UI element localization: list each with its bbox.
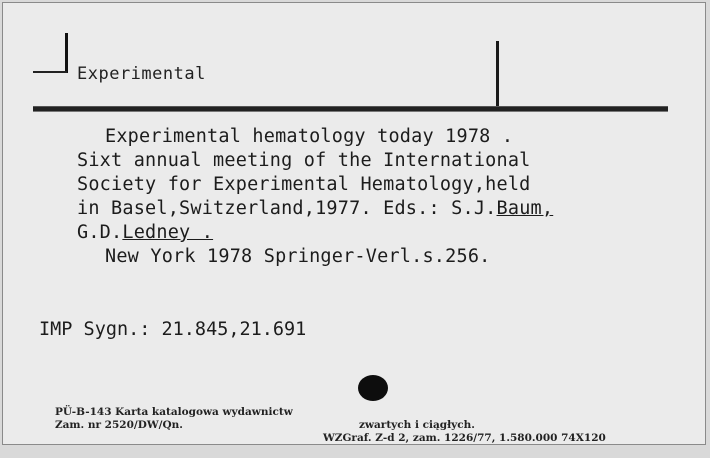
call-number: IMP Sygn.: 21.845,21.691 — [39, 319, 307, 340]
entry-line-4-author: Baum, — [496, 198, 554, 219]
entry-line-6: New York 1978 Springer-Verl.s.256. — [105, 246, 491, 267]
category-label: Experimental — [77, 64, 206, 84]
entry-line-2: Sixt annual meeting of the International — [77, 150, 531, 171]
footer-line1-right: zwartych i ciągłych. — [359, 419, 475, 431]
header-divider — [496, 41, 499, 107]
catalog-card — [2, 2, 706, 445]
bibliographic-entry — [77, 125, 553, 269]
entry-line-5: G.D. — [77, 222, 123, 243]
entry-line-3: Society for Experimental Hematology,held — [77, 174, 531, 195]
header-rule — [33, 106, 668, 112]
footer-line1-left: PÜ-B-143 Karta katalogowa wydawnictw — [54, 406, 293, 418]
footer-line2-right: WZGraf. Z-d 2, zam. 1226/77, 1.580.000 74X120 — [323, 432, 606, 444]
footer-line2-left: Zam. nr 2520/DW/Qn. — [54, 419, 183, 431]
corner-mark-horizontal — [33, 71, 67, 73]
entry-line-1: Experimental hematology today 1978 . — [105, 126, 514, 147]
corner-mark-vertical — [65, 33, 68, 73]
card-footer — [33, 393, 693, 444]
entry-line-5-author: Ledney . — [122, 222, 214, 243]
entry-line-4: in Basel,Switzerland,1977. Eds.: S.J. — [77, 198, 497, 219]
